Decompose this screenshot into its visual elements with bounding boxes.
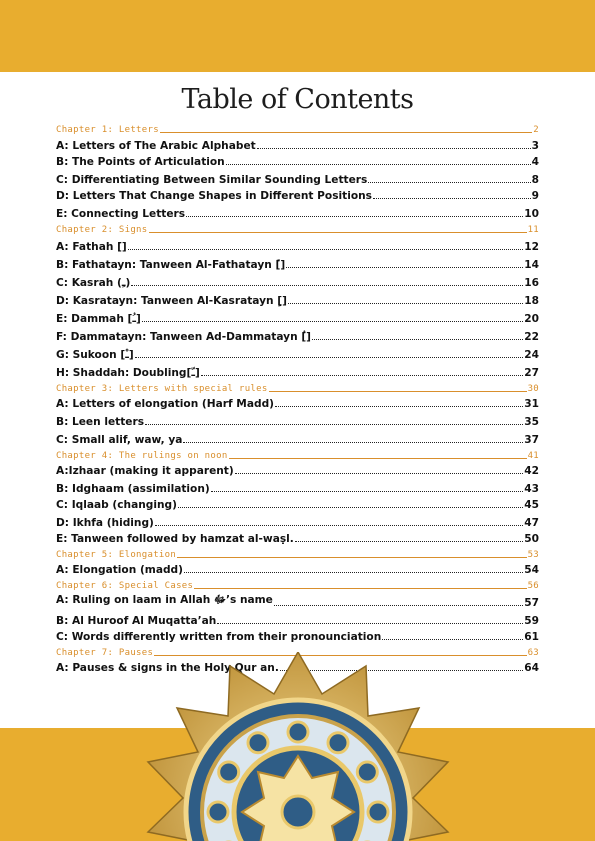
toc-leader (184, 572, 523, 573)
toc-leader (145, 424, 523, 425)
table-of-contents (56, 120, 539, 674)
toc-label: C: Differentiating Between Similar Sounding Letters (56, 174, 368, 186)
toc-label: E: Dammah [ـُ] (56, 313, 141, 325)
toc-label: F: Dammatayn: Tanween Ad-Dammatayn [ٌ] (56, 331, 311, 343)
toc-label: Chapter 1: Letters (56, 125, 159, 135)
toc-label: Chapter 3: Letters with special rules (56, 384, 268, 394)
toc-entry[interactable] (56, 477, 539, 495)
toc-page: 64 (524, 662, 539, 674)
toc-entry[interactable] (56, 591, 539, 609)
emblem-medallion (368, 802, 388, 822)
toc-label: H: Shaddah: Doubling[ـّ] (56, 367, 200, 379)
toc-entry[interactable] (56, 271, 539, 289)
toc-page: 53 (527, 550, 539, 560)
toc-label: Chapter 7: Pauses (56, 648, 154, 658)
toc-entry[interactable] (56, 461, 539, 477)
toc-label: A: Fathah [َ] (56, 241, 127, 253)
toc-chapter-6[interactable] (56, 576, 539, 591)
toc-page: 31 (524, 398, 539, 410)
toc-entry[interactable] (56, 168, 539, 186)
toc-entry[interactable] (56, 152, 539, 168)
toc-leader (194, 588, 526, 589)
toc-page: 30 (527, 384, 539, 394)
toc-label: A: Letters of The Arabic Alphabet (56, 140, 256, 152)
toc-page: 16 (524, 277, 539, 289)
toc-label: A: Ruling on laam in Allah ﷻ’s name (56, 594, 273, 606)
toc-leader (382, 639, 523, 640)
toc-entry[interactable] (56, 289, 539, 307)
toc-entry[interactable] (56, 609, 539, 627)
toc-label: A: Elongation (madd) (56, 564, 183, 576)
toc-label: B: The Points of Articulation (56, 156, 225, 168)
emblem-center (282, 796, 314, 828)
toc-page: 12 (524, 241, 539, 253)
toc-label: Chapter 4: The rulings on noon (56, 451, 228, 461)
toc-leader (160, 132, 532, 133)
toc-label: Chapter 5: Elongation (56, 550, 177, 560)
toc-label: C: Kasrah (ـِ) (56, 277, 131, 289)
emblem-medallion (357, 762, 377, 782)
toc-entry[interactable] (56, 394, 539, 410)
toc-label: B: Al Huroof Al Muqatta’ah (56, 615, 217, 627)
toc-label: E: Connecting Letters (56, 208, 186, 220)
toc-page: 47 (524, 517, 539, 529)
toc-entry[interactable] (56, 428, 539, 446)
toc-leader (135, 357, 524, 358)
emblem-medallion (328, 733, 348, 753)
toc-page: 50 (524, 533, 539, 545)
toc-entry[interactable] (56, 253, 539, 271)
toc-leader (373, 198, 531, 199)
toc-page: 20 (524, 313, 539, 325)
toc-chapter-5[interactable] (56, 545, 539, 560)
toc-leader (201, 375, 523, 376)
toc-leader (131, 285, 523, 286)
toc-chapter-1[interactable] (56, 120, 539, 135)
toc-label: Chapter 6: Special Cases (56, 581, 194, 591)
toc-page: 57 (524, 597, 539, 609)
toc-entry[interactable] (56, 186, 539, 202)
toc-label: A: Letters of elongation (Harf Madd) (56, 398, 275, 410)
toc-entry[interactable] (56, 495, 539, 511)
toc-label: C: Words differently written from their pronounciation (56, 631, 382, 643)
toc-entry[interactable] (56, 529, 539, 545)
toc-label: Chapter 2: Signs (56, 225, 148, 235)
toc-page: 14 (524, 259, 539, 271)
toc-label: D: Ikhfa (hiding) (56, 517, 154, 529)
toc-label: B: Fathatayn: Tanween Al-Fathatayn [ً] (56, 259, 286, 271)
toc-entry[interactable] (56, 560, 539, 576)
toc-leader (211, 491, 524, 492)
toc-leader (257, 148, 531, 149)
toc-leader (128, 249, 523, 250)
toc-leader (149, 232, 527, 233)
toc-label: A: Pauses & signs in the Holy Qur an. (56, 662, 279, 674)
toc-entry[interactable] (56, 307, 539, 325)
toc-entry[interactable] (56, 511, 539, 529)
toc-label: B: Idghaam (assimilation) (56, 483, 210, 495)
toc-label: C: Small alif, waw, ya (56, 434, 183, 446)
islamic-star-emblem (128, 652, 468, 841)
toc-leader (226, 164, 531, 165)
toc-leader (186, 216, 523, 217)
toc-entry[interactable] (56, 410, 539, 428)
toc-leader (142, 321, 523, 322)
toc-page: 4 (531, 156, 539, 168)
top-color-band (0, 0, 595, 72)
toc-leader (288, 303, 523, 304)
toc-label: A:Izhaar (making it apparent) (56, 465, 234, 477)
toc-leader (312, 339, 523, 340)
toc-entry[interactable] (56, 235, 539, 253)
toc-leader (368, 182, 530, 183)
toc-page: 24 (524, 349, 539, 361)
toc-page: 43 (524, 483, 539, 495)
toc-leader (286, 267, 523, 268)
toc-page: 11 (527, 225, 539, 235)
toc-entry[interactable] (56, 361, 539, 379)
toc-chapter-2[interactable] (56, 220, 539, 235)
toc-leader (183, 442, 523, 443)
toc-page: 56 (527, 581, 539, 591)
toc-page: 61 (524, 631, 539, 643)
toc-page: 37 (524, 434, 539, 446)
toc-page: 42 (524, 465, 539, 477)
toc-chapter-4[interactable] (56, 446, 539, 461)
toc-chapter-3[interactable] (56, 379, 539, 394)
toc-label: G: Sukoon [ـْ] (56, 349, 134, 361)
toc-page: 8 (531, 174, 539, 186)
toc-page: 35 (524, 416, 539, 428)
toc-leader (229, 458, 527, 459)
toc-page: 10 (524, 208, 539, 220)
toc-leader (269, 391, 527, 392)
toc-leader (235, 473, 524, 474)
toc-label: B: Leen letters (56, 416, 145, 428)
toc-entry[interactable] (56, 627, 539, 643)
toc-label: C: Iqlaab (changing) (56, 499, 177, 511)
toc-leader (177, 557, 526, 558)
toc-leader (178, 507, 523, 508)
emblem-medallion (248, 733, 268, 753)
toc-entry[interactable] (56, 343, 539, 361)
toc-page: 63 (527, 648, 539, 658)
toc-label: E: Tanween followed by hamzat al-waṣl. (56, 533, 294, 545)
toc-page: 45 (524, 499, 539, 511)
toc-leader (155, 525, 523, 526)
toc-page: 54 (524, 564, 539, 576)
toc-label: D: Letters That Change Shapes in Different Positions (56, 190, 372, 202)
toc-page: 41 (527, 451, 539, 461)
toc-leader (274, 605, 523, 606)
toc-entry[interactable] (56, 325, 539, 343)
toc-entry[interactable] (56, 202, 539, 220)
emblem-medallion (219, 762, 239, 782)
toc-page: 9 (531, 190, 539, 202)
page-title: Table of Contents (181, 84, 414, 115)
toc-label: D: Kasratayn: Tanween Al-Kasratayn [ٍ] (56, 295, 287, 307)
toc-leader (275, 406, 523, 407)
toc-page: 22 (524, 331, 539, 343)
toc-page: 59 (524, 615, 539, 627)
toc-page: 2 (533, 125, 539, 135)
toc-page: 3 (531, 140, 539, 152)
toc-page: 18 (524, 295, 539, 307)
emblem-medallion (288, 722, 308, 742)
toc-leader (295, 541, 523, 542)
emblem-medallion (208, 802, 228, 822)
toc-leader (217, 623, 523, 624)
toc-entry[interactable] (56, 135, 539, 152)
toc-page: 27 (524, 367, 539, 379)
